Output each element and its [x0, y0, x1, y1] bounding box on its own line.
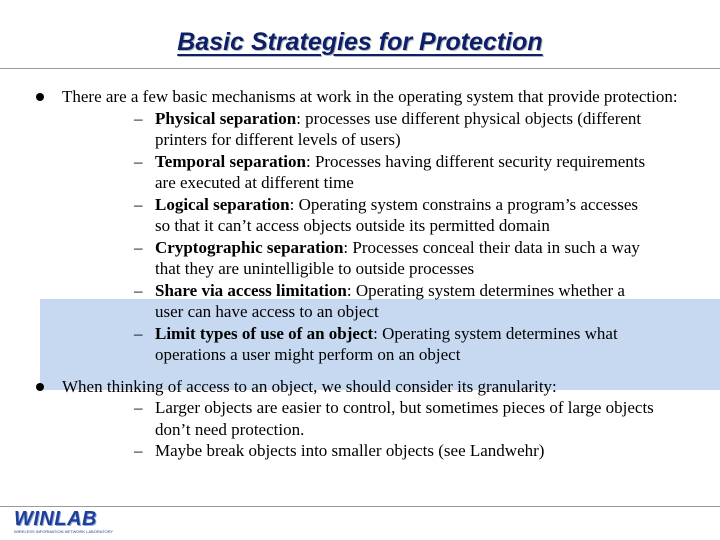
dash-icon: – [134, 151, 143, 171]
sub-item [62, 194, 690, 237]
logo-name: WINLAB [14, 508, 97, 530]
sub-item [62, 397, 690, 440]
dash-icon: – [134, 280, 143, 300]
sub-item [62, 323, 690, 366]
slide-title: Basic Strategies for Protection [177, 28, 543, 56]
sub-text: : Processes having different security requirements are executed at different time [155, 151, 646, 192]
sub-item [62, 151, 690, 194]
bullet-text: When thinking of access to an object, we should consider its granularity: [62, 376, 557, 396]
sub-term: Limit types of use of an object [155, 323, 374, 343]
dash-icon: – [134, 441, 143, 460]
bullet-text: There are a few basic mechanisms at work in the operating system that provide protection: [62, 87, 678, 106]
bullet-dot-icon [36, 383, 44, 391]
sub-term: Cryptographic separation [155, 237, 344, 257]
dash-icon: – [134, 398, 143, 417]
sub-text: : Operating system determines what operations a user might perform on an object [155, 323, 618, 364]
dash-icon: – [134, 108, 143, 128]
dash-icon: – [134, 194, 143, 214]
sub-term: Physical separation [155, 108, 297, 128]
sub-item [62, 108, 690, 151]
sub-text: : Operating system constrains a program’s accesses so that it can’t access objects outside its permitted domain [155, 194, 638, 235]
footer-divider [0, 506, 720, 507]
sub-term: Share via access limitation [155, 280, 347, 300]
sub-term: Temporal separation [155, 151, 306, 171]
winlab-logo [14, 509, 124, 537]
sub-text: : processes use different physical objects (different printers for different levels of users) [155, 108, 642, 149]
title-divider [0, 68, 720, 69]
slide-body [0, 86, 720, 462]
sub-text: : Operating system determines whether a user can have access to an object [155, 280, 625, 321]
sub-item [62, 237, 690, 280]
sub-term: Logical separation [155, 194, 290, 214]
dash-icon: – [134, 237, 143, 257]
bullet-item [0, 376, 720, 462]
sub-item [62, 440, 690, 462]
bullet-item [0, 86, 720, 366]
sub-text: Maybe break objects into smaller objects (see Landwehr) [155, 441, 545, 460]
dash-icon: – [134, 323, 143, 343]
sub-text: : Processes conceal their data in such a way that they are unintelligible to outside processes [155, 237, 640, 278]
bullet-dot-icon [36, 93, 44, 101]
sub-text: Larger objects are easier to control, but sometimes pieces of large objects don’t need protection. [155, 398, 654, 439]
logo-tagline: WIRELESS INFORMATION NETWORK LABORATORY [14, 529, 114, 534]
sub-item [62, 280, 690, 323]
